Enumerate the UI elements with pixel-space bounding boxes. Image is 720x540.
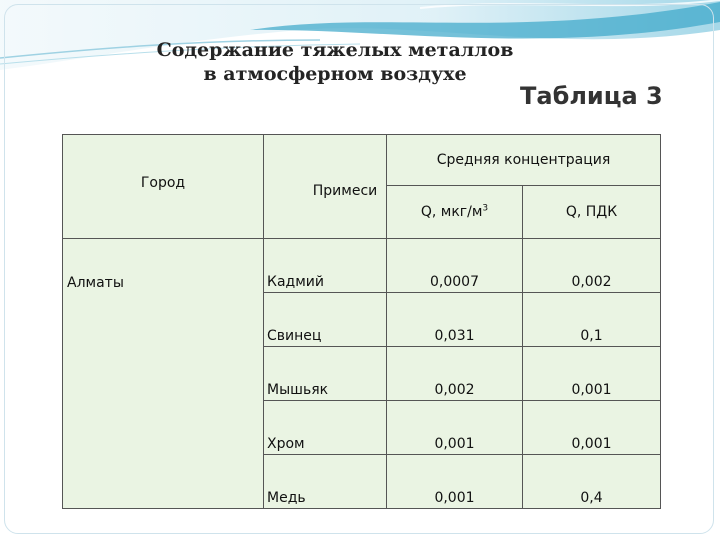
q-pdk-cell: 0,4 [523,455,661,509]
header-q-mkg: Q, мкг/$м^3$ [387,186,523,239]
substance-cell: Кадмий [264,239,387,293]
q-pdk-cell: 0,001 [523,347,661,401]
q-pdk-cell: 0,001 [523,401,661,455]
q-mkg-cell: 0,0007 [387,239,523,293]
table-row [63,239,661,293]
q-mkg-cell: 0,001 [387,455,523,509]
q-pdk-cell: 0,1 [523,293,661,347]
q-mkg-cell: 0,001 [387,401,523,455]
q-pdk-cell: 0,002 [523,239,661,293]
header-q-pdk: Q, ПДК [523,186,661,239]
slide-title [120,38,550,86]
heavy-metals-table [62,134,661,509]
title-line-1: Содержание тяжелых металлов [156,39,514,61]
substance-cell: Свинец [264,293,387,347]
substance-cell: Мышьяк [264,347,387,401]
header-impurities: Примеси [264,135,387,239]
table-label: Таблица 3 [520,82,663,110]
q-mkg-cell: 0,002 [387,347,523,401]
header-avg-concentration: Средняя концентрация [387,135,661,186]
city-cell: Алматы [63,239,264,509]
unit-exponent: 3 [482,203,489,214]
substance-cell: Медь [264,455,387,509]
substance-cell: Хром [264,401,387,455]
header-city: Город [63,135,264,239]
title-line-2: в атмосферном воздухе [203,63,467,85]
q-mkg-cell: 0,031 [387,293,523,347]
